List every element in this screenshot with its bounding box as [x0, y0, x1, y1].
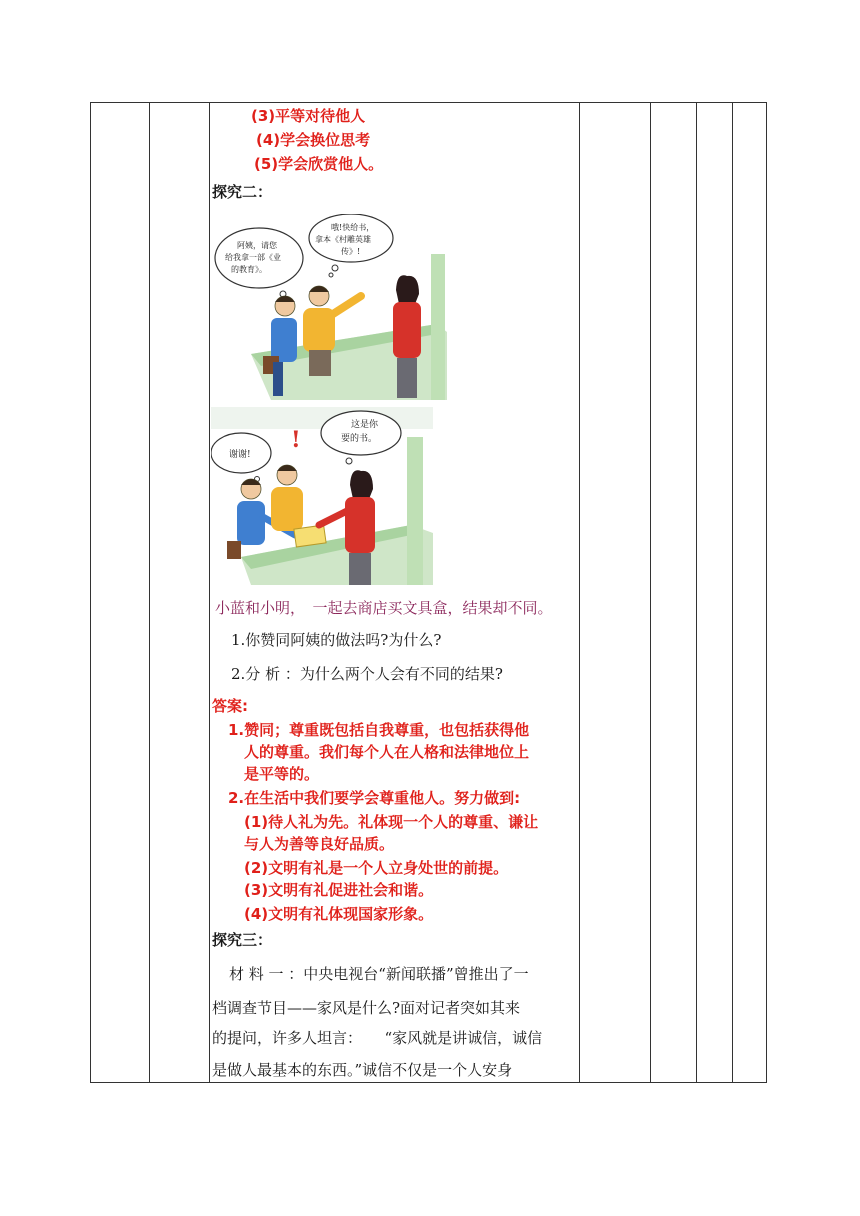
scenario-caption: 小蓝和小明， 一起去商店买文具盒，结果却不同。 [215, 599, 553, 617]
comic-bubble-text: 给我拿一部《业 [225, 253, 281, 262]
table-col-divider [209, 102, 210, 1083]
answer-line: 2.在生活中我们要学会尊重他人。努力做到: [228, 789, 521, 807]
table-col-divider [579, 102, 580, 1083]
section-heading: 探究二： [212, 183, 273, 201]
table-border-right [766, 102, 767, 1083]
question-2: 2.分 析 ：为什么两个人会有不同的结果? [231, 665, 503, 683]
table-col-divider [650, 102, 651, 1083]
lesson-content-cell [211, 102, 577, 1082]
answer-line: 是平等的。 [244, 765, 320, 783]
exclamation-mark: ! [291, 427, 301, 453]
comic-bubble-text: 阿姨，请您 [237, 241, 277, 250]
comic-bubble-text: 传》! [341, 247, 361, 256]
comic-bubble-text: 哦!快给书， [331, 223, 375, 232]
comic-panel-2 [211, 407, 433, 585]
material-line: 是做人最基本的东西。”诚信不仅是一个人安身 [212, 1061, 513, 1079]
comic-bubble-text: 谢谢! [229, 450, 251, 460]
answer-line: 1.赞同；尊重既包括自我尊重，也包括获得他 [228, 721, 530, 739]
section-heading: 探究三： [212, 931, 273, 949]
answer-line: (1)待人礼为先。礼体现一个人的尊重、谦让 [244, 813, 539, 831]
answer-line: (4)文明有礼体现国家形象。 [244, 905, 434, 923]
comic-panel-1 [211, 214, 447, 400]
answer-line: (2)文明有礼是一个人立身处世的前提。 [244, 859, 509, 877]
list-item: (4)学会换位思考 [256, 131, 371, 149]
table-col-divider [696, 102, 697, 1083]
table-col-divider [149, 102, 150, 1083]
table-border-bottom [90, 1082, 767, 1083]
answer-label: 答案: [212, 697, 248, 715]
list-item: (5)学会欣赏他人。 [254, 155, 384, 173]
material-line: 档调查节目——家风是什么?面对记者突如其来 [212, 999, 521, 1017]
comic-bubble-text: 的教育》。 [231, 265, 267, 274]
answer-line: 人的尊重。我们每个人在人格和法律地位上 [244, 743, 530, 761]
comic-bubble-text: 要的书。 [341, 434, 378, 444]
comic-bubble-text: 这是你 [351, 420, 379, 430]
comic-bubble-text: 拿本《村雕英雄 [315, 235, 371, 244]
list-item: (3)平等对待他人 [251, 107, 366, 125]
table-col-divider [732, 102, 733, 1083]
material-line: 的提问，许多人坦言： “家风就是讲诚信，诚信 [212, 1029, 543, 1047]
answer-line: 与人为善等良好品质。 [244, 835, 395, 853]
table-border-left [90, 102, 91, 1083]
material-line: 材 料 一 ：中央电视台“新闻联播”曾推出了一 [229, 965, 529, 983]
answer-line: (3)文明有礼促进社会和谐。 [244, 881, 434, 899]
question-1: 1.你赞同阿姨的做法吗?为什么? [231, 631, 442, 649]
